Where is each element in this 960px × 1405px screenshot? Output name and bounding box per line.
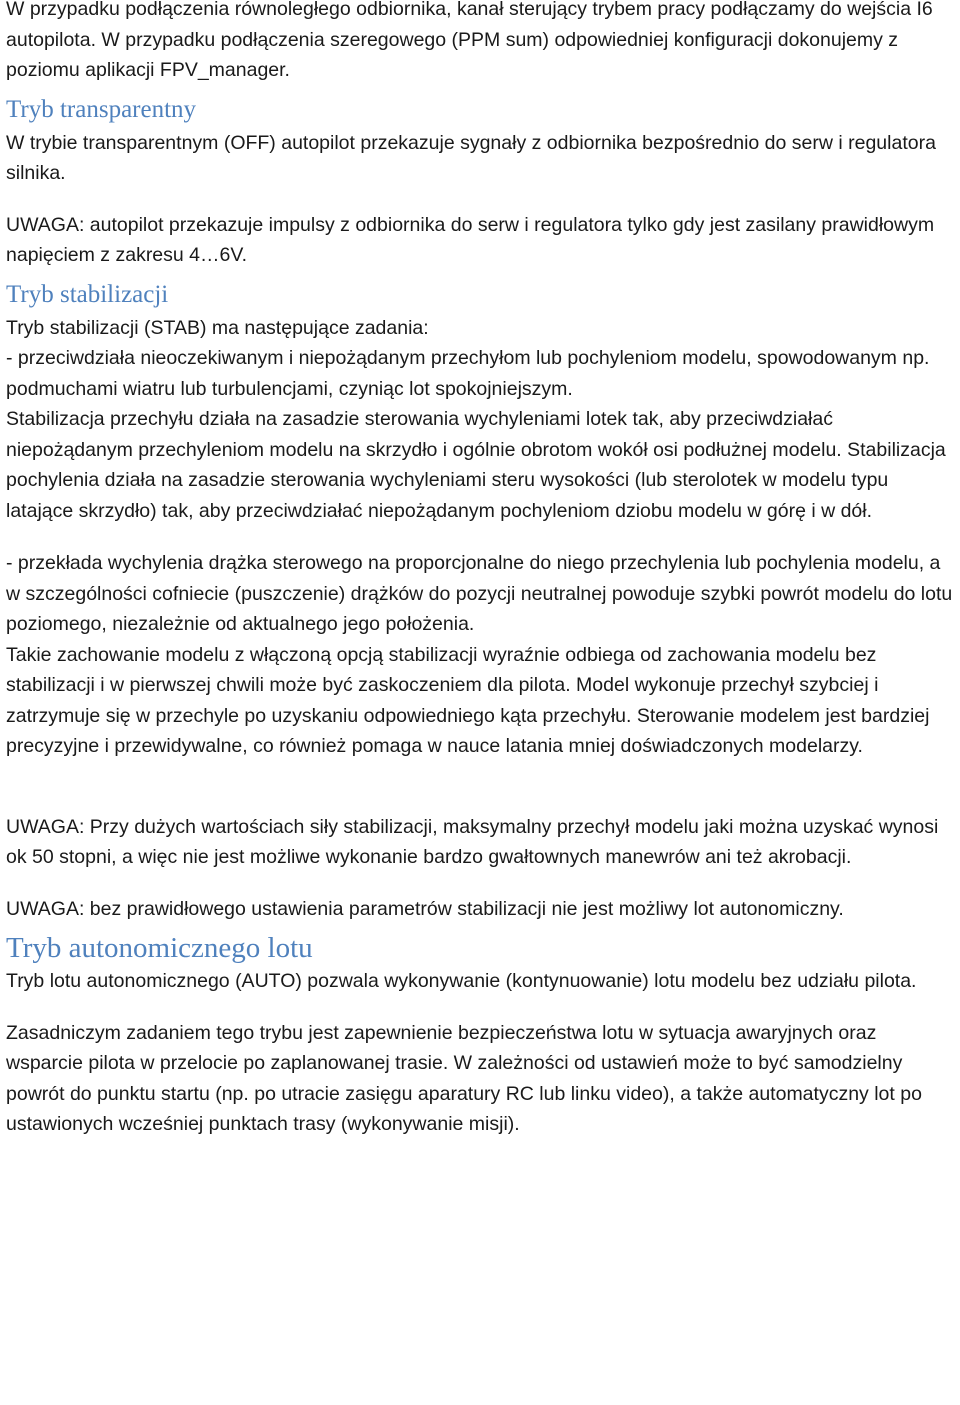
heading-autonomous-mode: Tryb autonomicznego lotu — [6, 932, 313, 964]
document-page — [6, 0, 956, 1140]
stabilization-point-1: - przeciwdziała nieoczekiwanym i niepożądanym przechyłom lub pochyleniom modelu, spowodowanym np. podmuchami wiatru lub turbulencjami, czyniąc lot spokojniejszym. — [6, 347, 930, 400]
stabilization-point-2: - przekłada wychylenia drążka sterowego na proporcjonalne do niego przechylenia lub pochylenia modelu, a w szczególności cofniecie (puszczenie) drążków do pozycji neutralnej powoduje szybki powrót modelu do lotu poziomego, niezależnie od aktualnego jego położenia. — [6, 552, 953, 635]
autonomous-paragraph-1: Tryb lotu autonomicznego (AUTO) pozwala wykonywanie (kontynuowanie) lotu modelu bez udziału pilota. — [6, 970, 917, 992]
transparent-paragraph: W trybie transparentnym (OFF) autopilot przekazuje sygnały z odbiornika bezpośrednio do serw i regulatora silnika. — [6, 131, 936, 184]
stabilization-warning-1: UWAGA: Przy dużych wartościach siły stabilizacji, maksymalny przechył modelu jaki można uzyskać wynosi ok 50 stopni, a więc nie jest możliwe wykonanie bardzo gwałtownych manewrów ani też akrobacji. — [6, 815, 939, 868]
autonomous-paragraph-2: Zasadniczym zadaniem tego trybu jest zapewnienie bezpieczeństwa lotu w sytuacja awaryjnych oraz wsparcie pilota w przelocie po zaplanowanej trasie. W zależności od ustawień może to być samodzielny powrót do punktu startu (np. po utracie zasięgu aparatury RC lub linku video), a także automatyczny lot po ustawionych wcześniej punktach trasy (wykonywanie misji). — [6, 1021, 922, 1135]
heading-stabilization-mode: Tryb stabilizacji — [6, 280, 169, 308]
stabilization-behaviour: Takie zachowanie modelu z włączoną opcją stabilizacji wyraźnie odbiega od zachowania modelu bez stabilizacji i w pierwszej chwili może być zaskoczeniem dla pilota. Model wykonuje przechył szybciej i zatrzymuje się w przechyle po uzyskaniu odpowiedniego kąta przechyłu. Sterowanie modelem jest bardziej precyzyjne i przewidywalne, co również pomaga w nauce latania mniej doświadczonych modelarzy. — [6, 643, 930, 757]
stabilization-intro: Tryb stabilizacji (STAB) ma następujące zadania: — [6, 316, 429, 339]
stabilization-explanation: Stabilizacja przechyłu działa na zasadzie sterowania wychyleniami lotek tak, aby przeciwdziałać niepożądanym przechyleniom modelu na skrzydło i ogólnie obrotom wokół osi podłużnej modelu. Stabilizacja pochylenia działa na zasadzie sterowania wychyleniami steru wysokości (lub sterolotek w modelu typu latające skrzydło) tak, aby przeciwdziałać niepożądanym pochyleniom dziobu modelu w górę i w dół. — [6, 408, 946, 522]
transparent-warning: UWAGA: autopilot przekazuje impulsy z odbiornika do serw i regulatora tylko gdy jest zasilany prawidłowym napięciem z zakresu 4…6V. — [6, 213, 935, 266]
heading-transparent-mode: Tryb transparentny — [6, 95, 197, 123]
intro-paragraph: W przypadku podłączenia równoległego odbiornika, kanał sterujący trybem pracy podłączamy do wejścia I6 autopilota. W przypadku podłączenia szeregowego (PPM sum) odpowiedniej konfiguracji dokonujemy z poziomu aplikacji FPV_manager. — [6, 0, 933, 81]
stabilization-warning-2: UWAGA: bez prawidłowego ustawienia parametrów stabilizacji nie jest możliwy lot autonomiczny. — [6, 897, 844, 920]
